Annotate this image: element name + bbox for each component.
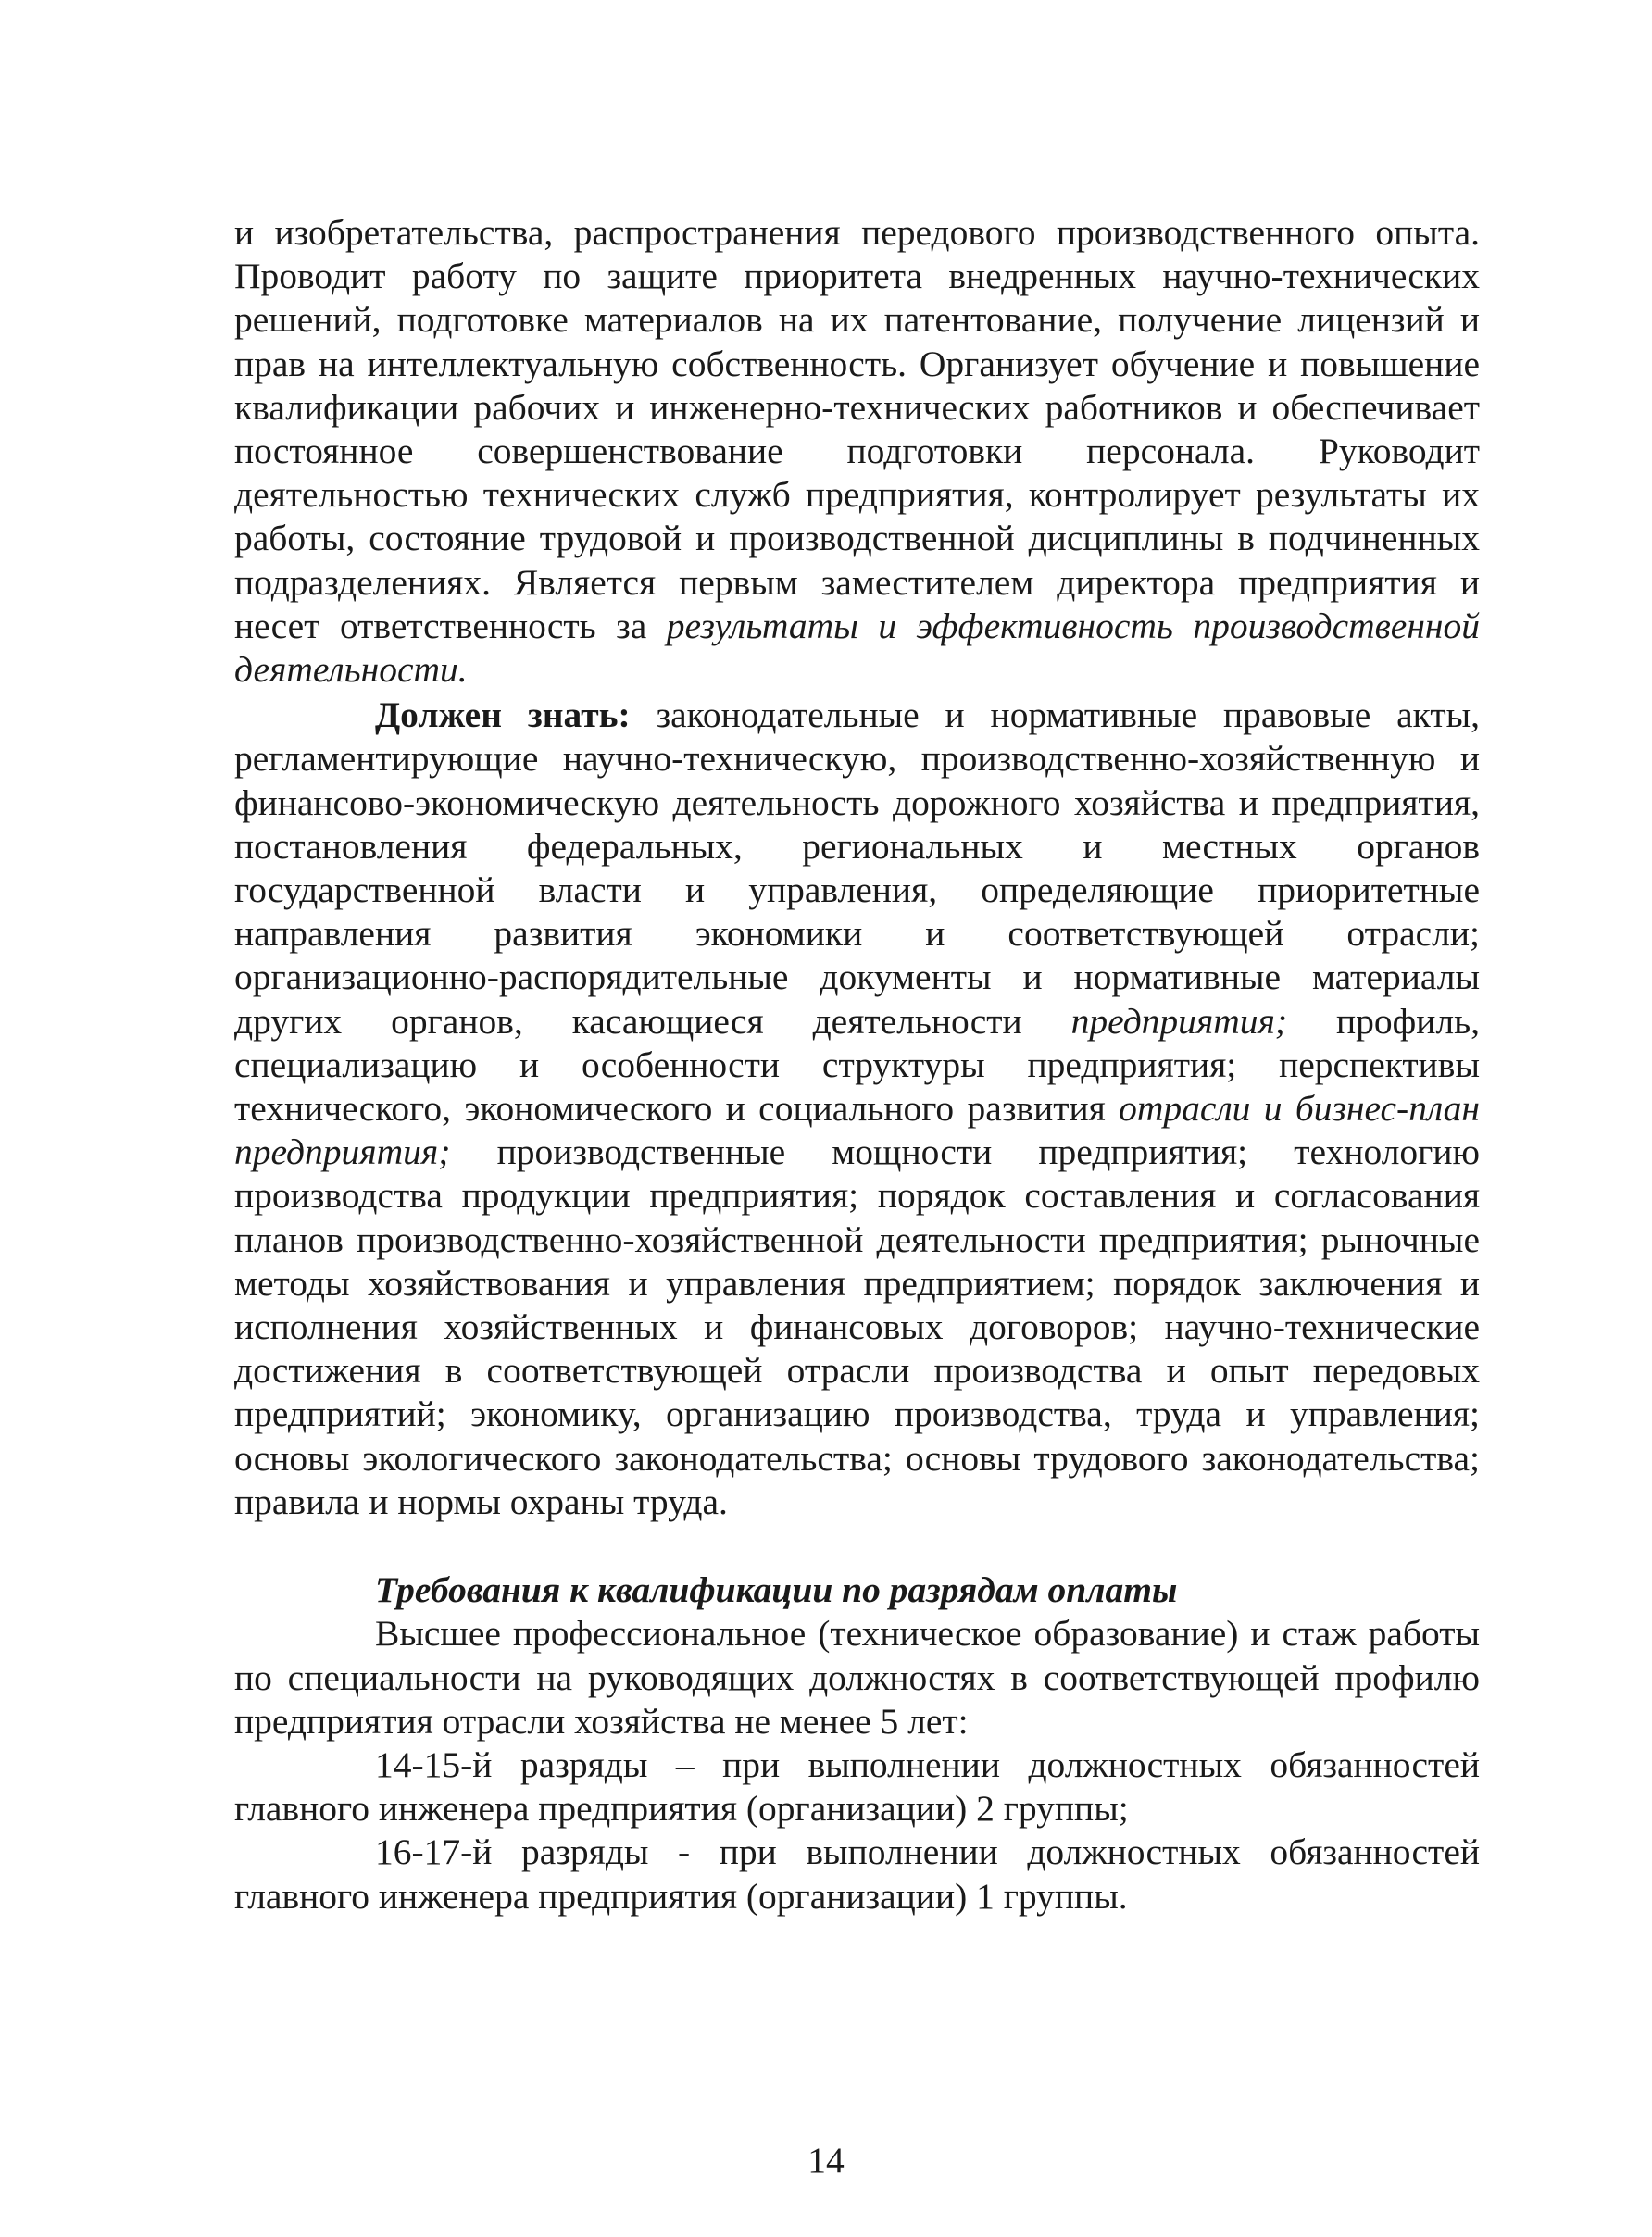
must-know-italic-2: отрасли и бизнес-план предприятия;	[234, 1088, 1480, 1173]
must-know-text-b: профиль, специализацию и особенности структуры предприятия; перспективы технического, экономического и социального развития	[234, 1000, 1480, 1130]
duties-italic-tail: результаты и эффективность производственной деятельности.	[234, 605, 1481, 691]
paragraph-duties-continued	[234, 211, 1480, 692]
duties-text: и изобретательства, распространения передового производственного опыта. Проводит работу по защите приоритета внедренных научно-технических решений, подготовке материалов на их патентование, получение лицензий и прав на интеллектуальную собственность. Организует обучение и повышение квалификации рабочих и инженерно-технических работников и обеспечивает постоянное совершенствование подготовки персонала. Руководит деятельностью технических служб предприятия, контролирует результаты их работы, состояние трудовой и производственной дисциплины в подчиненных подразделениях. Является первым заместителем директора предприятия и несет ответственность за	[234, 212, 1480, 646]
paragraph-requirements: Высшее профессиональное (техническое образование) и стаж работы по специальности на руководящих должностях в соответствующей профилю предприятия отрасли хозяйства не менее 5 лет:	[234, 1613, 1480, 1742]
document-body	[234, 211, 1480, 1918]
page-number: 14	[807, 2140, 845, 2181]
section-heading: Требования к квалификации по разрядам оплаты	[375, 1569, 1178, 1611]
must-know-text-c: производственные мощности предприятия; технологию производства продукции предприятия; порядок составления и согласования планов производственно-хозяйственной деятельности предприятия; рыночные методы хозяйствования и управления предприятием; порядок заключения и исполнения хозяйственных и финансовых договоров; научно-технические достижения в соответствующей отрасли производства и опыт передовых предприятий; экономику, организацию производства, труда и управления; основы экологического законодательства; основы трудового законодательства; правила и нормы охраны труда.	[234, 1131, 1480, 1522]
must-know-lead: Должен знать:	[375, 694, 631, 736]
must-know-text-a: законодательные и нормативные правовые акты, регламентирующие научно-техническую, производственно-хозяйственную и финансово-экономическую деятельность дорожного хозяйства и предприятия, постановления федеральных, региональных и местных органов государственной власти и управления, определяющие приоритетные направления развития экономики и соответствующей отрасли; организационно-распорядительные документы и нормативные материалы других органов, касающиеся деятельности	[234, 694, 1480, 1042]
paragraph-must-know	[234, 694, 1480, 1524]
paragraph-grade-14-15: 14-15-й разряды – при выполнении должностных обязанностей главного инженера предприятия (организации) 2 группы;	[234, 1743, 1480, 1830]
must-know-italic-1: предприятия;	[1070, 1000, 1288, 1042]
paragraph-grade-16-17: 16-17-й разряды - при выполнении должностных обязанностей главного инженера предприятия (организации) 1 группы.	[234, 1831, 1480, 1917]
